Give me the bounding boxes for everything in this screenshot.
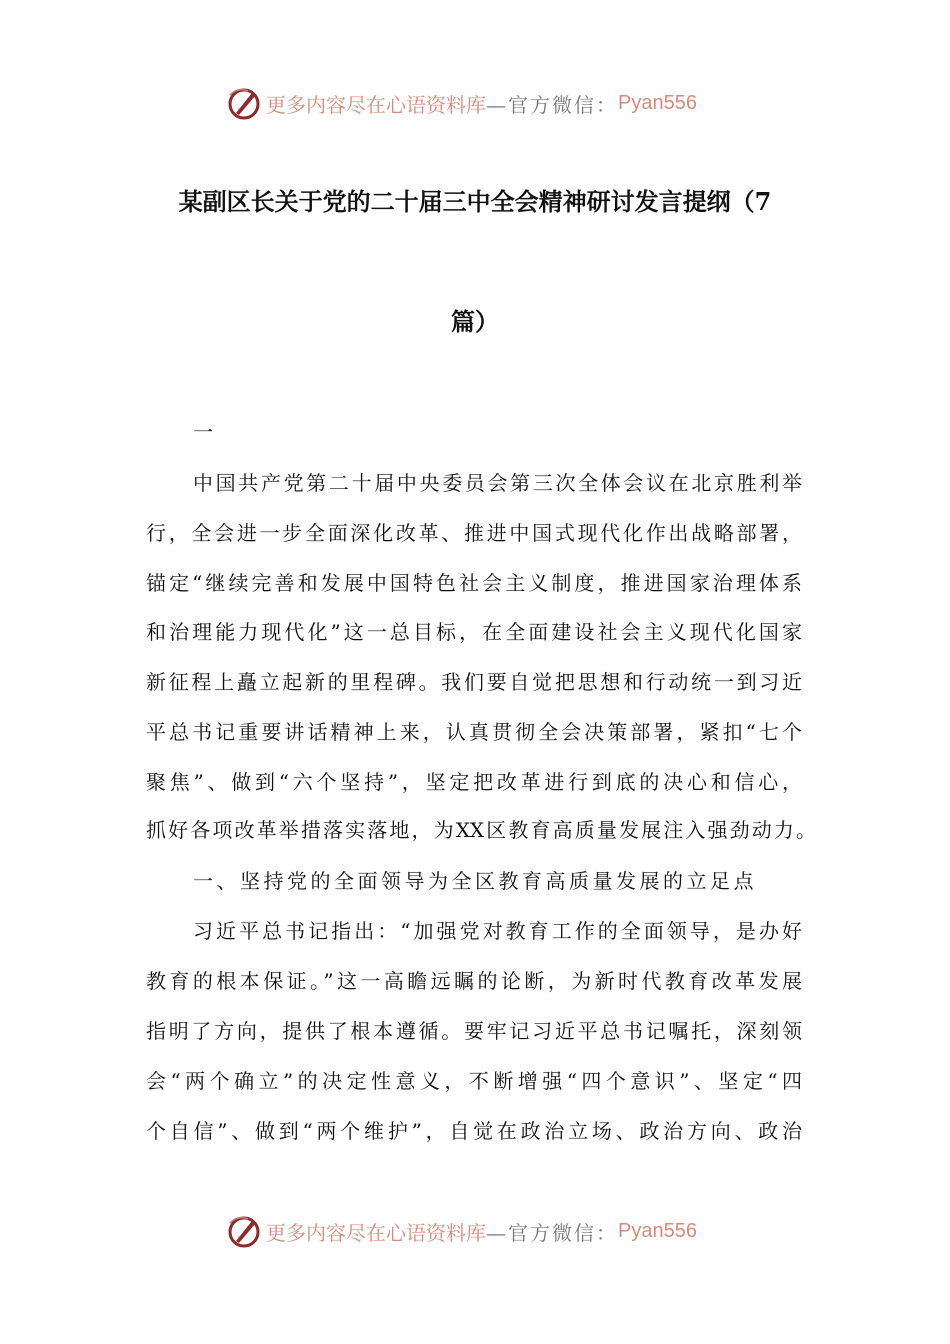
body-line: 抓好各项改革举措落实落地，为XX区教育高质量发展注入强劲动力。 <box>146 818 816 842</box>
body-line: 和治理能力现代化”这一总目标，在全面建设社会主义现代化国家 <box>146 620 802 644</box>
body-line: 个自信”、做到“两个维护”，自觉在政治立场、政治方向、政治 <box>146 1119 802 1143</box>
body-line: 中国共产党第二十届中央委员会第三次全体会议在北京胜利举 <box>193 471 802 495</box>
body-line: 习近平总书记指出：“加强党对教育工作的全面领导，是办好 <box>193 919 802 943</box>
watermark-wechat-label: —官方微信： <box>486 92 618 117</box>
section-mark: 一 <box>193 420 217 444</box>
body-line: 聚焦”、做到“六个坚持”，坚定把改革进行到底的决心和信心， <box>146 770 802 794</box>
watermark-wechat-id: Pyan556 <box>618 1219 697 1242</box>
pen-logo-icon <box>226 85 262 121</box>
body-line: 会“两个确立”的决定性意义，不断增强“四个意识”、坚定“四 <box>146 1069 802 1093</box>
footer-watermark <box>226 1211 697 1251</box>
watermark-wechat-label: —官方微信： <box>486 1220 618 1245</box>
header-watermark <box>226 83 697 123</box>
document-title: 某副区长关于党的二十届三中全会精神研讨发言提纲（7 <box>178 187 772 216</box>
pen-logo-icon <box>226 1213 262 1249</box>
section-heading: 一、坚持党的全面领导为全区教育高质量发展的立足点 <box>193 869 757 893</box>
body-line: 教育的根本保证。”这一高瞻远瞩的论断，为新时代教育改革发展 <box>146 969 802 993</box>
body-line: 平总书记重要讲话精神上来，认真贯彻全会决策部署，紧扣“七个 <box>146 720 802 744</box>
watermark-wechat-id: Pyan556 <box>618 91 697 114</box>
body-line: 行，全会进一步全面深化改革、推进中国式现代化作出战略部署， <box>146 521 802 545</box>
document-title-continued: 篇） <box>451 307 499 336</box>
watermark-text: 更多内容尽在心语资料库 <box>266 92 486 117</box>
body-line: 指明了方向，提供了根本遵循。要牢记习近平总书记嘱托，深刻领 <box>146 1019 802 1043</box>
watermark-text: 更多内容尽在心语资料库 <box>266 1220 486 1245</box>
body-line: 锚定“继续完善和发展中国特色社会主义制度，推进国家治理体系 <box>146 571 802 595</box>
body-line: 新征程上矗立起新的里程碑。我们要自觉把思想和行动统一到习近 <box>146 670 802 694</box>
